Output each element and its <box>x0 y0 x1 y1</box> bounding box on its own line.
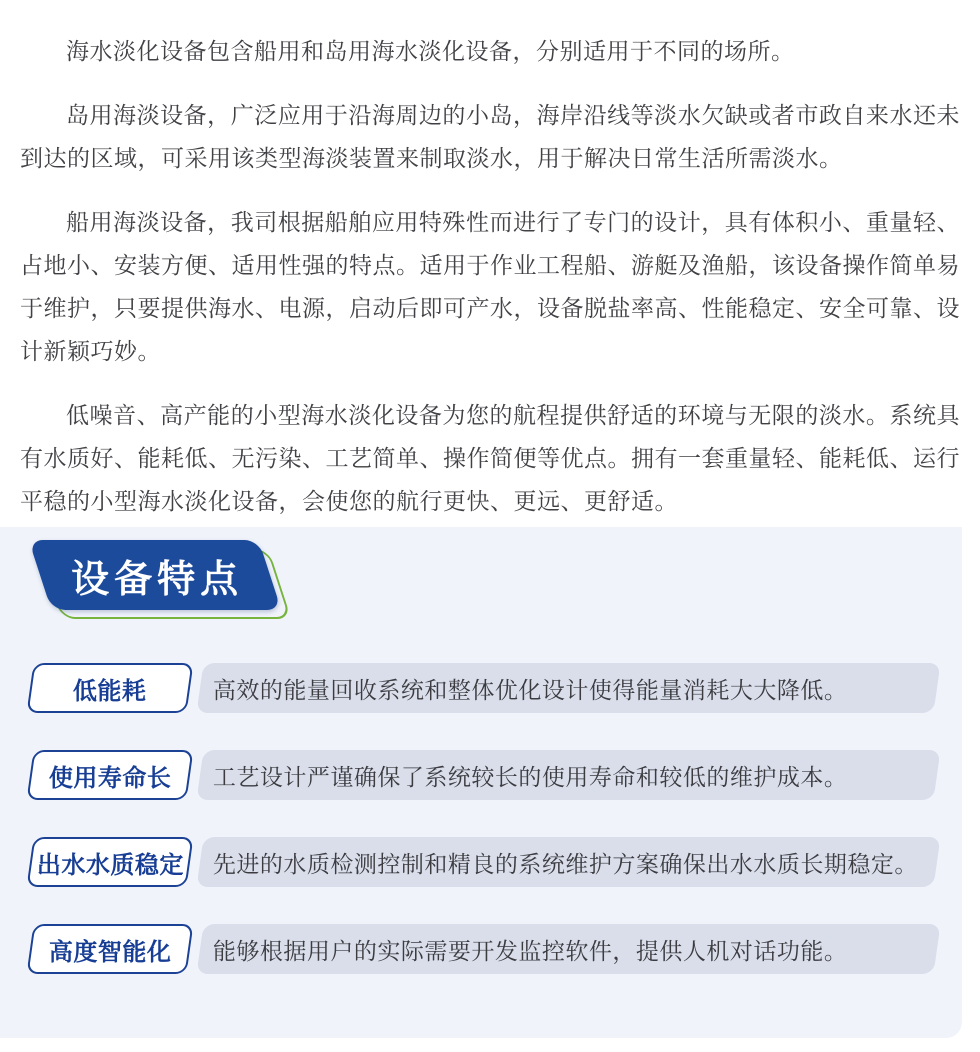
section-title-label: 设备特点 <box>71 558 244 601</box>
feature-label: 出水水质稳定 <box>36 851 184 879</box>
intro-paragraph-4: 低噪音、高产能的小型海水淡化设备为您的航程提供舒适的环境与无限的淡水。系统具有水质好、能耗低、无污染、工艺简单、操作简便等优点。拥有一套重量轻、能耗低、运行平稳的小型海水淡化设备，会使您的航行更快、更远、更舒适。 <box>20 402 960 514</box>
intro-paragraph-3: 船用海淡设备，我司根据船舶应用特殊性而进行了专门的设计，具有体积小、重量轻、占地小、安装方便、适用性强的特点。适用于作业工程船、游艇及渔船，该设备操作简单易于维护，只要提供海水、电源，启动后即可产水，设备脱盐率高、性能稳定、安全可靠、设计新颖巧妙。 <box>20 209 960 364</box>
feature-row-intelligent <box>0 924 962 974</box>
feature-desc: 高效的能量回收系统和整体优化设计使得能量消耗大大降低。 <box>213 676 848 703</box>
feature-badge-low-energy <box>26 663 193 713</box>
feature-label: 低能耗 <box>73 677 147 705</box>
feature-desc-bar <box>196 750 940 800</box>
feature-desc-bar <box>196 837 940 887</box>
feature-desc: 工艺设计严谨确保了系统较长的使用寿命和较低的维护成本。 <box>213 763 848 790</box>
section-title-badge <box>40 540 270 610</box>
feature-label: 高度智能化 <box>48 938 172 966</box>
feature-desc-bar <box>196 924 940 974</box>
feature-row-long-life <box>0 750 962 800</box>
feature-desc: 能够根据用户的实际需要开发监控软件，提供人机对话功能。 <box>213 937 848 964</box>
feature-badge-intelligent <box>26 924 193 974</box>
feature-row-stable-quality <box>0 837 962 887</box>
intro-paragraph-1: 海水淡化设备包含船用和岛用海水淡化设备，分别适用于不同的场所。 <box>66 38 795 64</box>
features-panel <box>0 527 962 1038</box>
feature-desc: 先进的水质检测控制和精良的系统维护方案确保出水水质长期稳定。 <box>213 850 918 877</box>
feature-desc-bar <box>196 663 940 713</box>
feature-badge-stable-quality <box>26 837 193 887</box>
intro-paragraph-2: 岛用海淡设备，广泛应用于沿海周边的小岛，海岸沿线等淡水欠缺或者市政自来水还未到达的区域，可采用该类型海淡装置来制取淡水，用于解决日常生活所需淡水。 <box>20 102 960 171</box>
section-title-plate <box>29 540 282 610</box>
feature-label: 使用寿命长 <box>48 764 172 792</box>
feature-badge-long-life <box>26 750 193 800</box>
feature-row-low-energy <box>0 663 962 713</box>
